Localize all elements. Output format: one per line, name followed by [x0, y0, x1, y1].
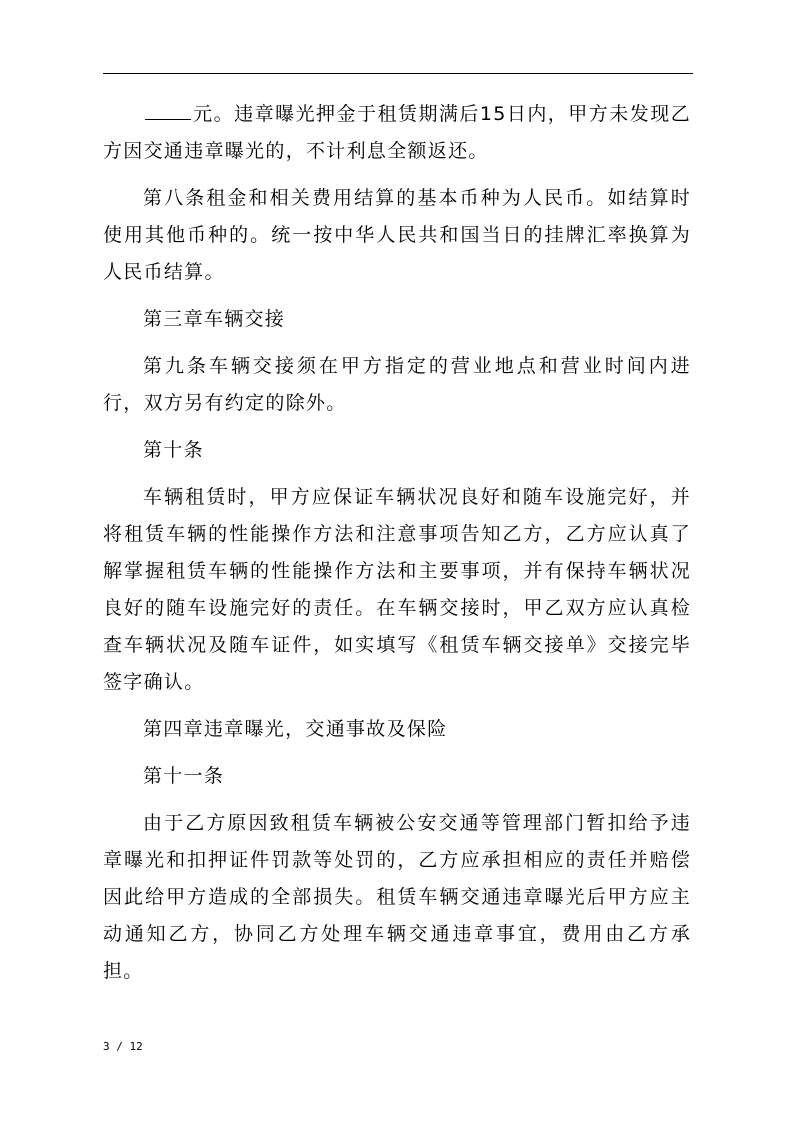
- document-body: [103, 96, 691, 1000]
- article-heading-10: 第十条: [143, 439, 204, 461]
- page-number: 3 / 12: [103, 1040, 143, 1053]
- fill-in-blank: [145, 101, 191, 120]
- paragraph-deposit-return: [103, 96, 691, 170]
- paragraph-article-9: 第九条车辆交接须在甲方指定的营业地点和营业时间内进行，双方另有约定的除外。: [103, 355, 691, 414]
- article-heading-11: 第十一条: [143, 765, 225, 787]
- header-rule: [103, 73, 693, 74]
- chapter-heading-4: 第四章违章曝光，交通事故及保险: [143, 718, 448, 740]
- paragraph-article-11: 由于乙方原因致租赁车辆被公安交通等管理部门暂扣给予违章曝光和扣押证件罚款等处罚的，乙方应承担相应的责任并赔偿因此给甲方造成的全部损失。租赁车辆交通违章曝光后甲方应主动通知乙方，协同乙方处理车辆交通违章事宜，费用由乙方承担。: [103, 812, 691, 982]
- paragraph-article-10: 车辆租赁时，甲方应保证车辆状况良好和随车设施完好，并将租赁车辆的性能操作方法和注意事项告知乙方，乙方应认真了解掌握租赁车辆的性能操作方法和主要事项，并有保持车辆状况良好的随车设施完好的责任。在车辆交接时，甲乙双方应认真检查车辆状况及随车证件，如实填写《租赁车辆交接单》交接完毕签字确认。: [103, 486, 691, 693]
- paragraph-text: 元。违章曝光押金于租赁期满后15日内，甲方未发现乙方因交通违章曝光的，不计利息全额返还。: [103, 103, 691, 162]
- chapter-heading-3: 第三章车辆交接: [143, 308, 286, 330]
- paragraph-article-8: 第八条租金和相关费用结算的基本币种为人民币。如结算时使用其他币种的。统一按中华人民共和国当日的挂牌汇率换算为人民币结算。: [103, 187, 691, 283]
